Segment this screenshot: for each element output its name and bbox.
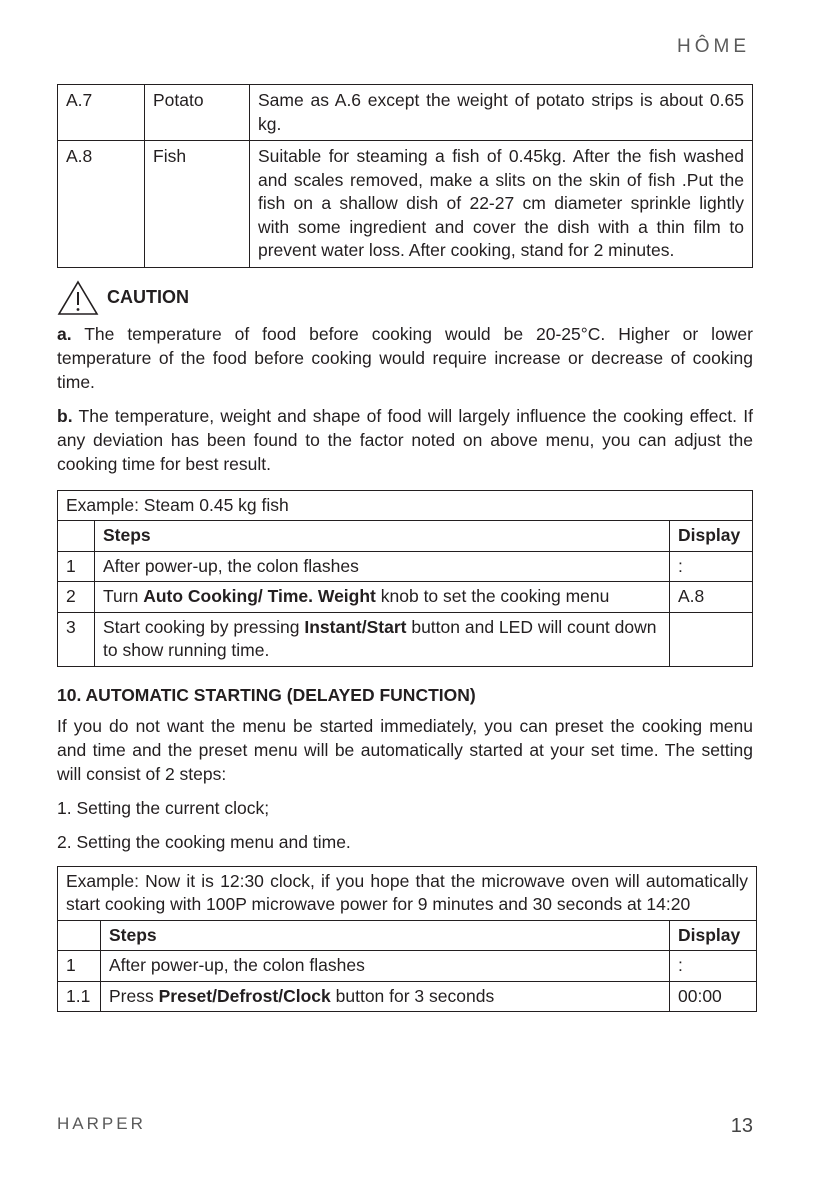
table-row: [58, 981, 757, 1012]
caution-title: CAUTION: [107, 287, 189, 307]
caution-item-a: [57, 322, 753, 394]
table-row: [58, 582, 753, 613]
steps-header: Steps: [95, 521, 670, 552]
step-display: 00:00: [670, 981, 757, 1012]
caution-text: The temperature, weight and shape of food will largely influence the cooking effect. If any deviation has been found to the factor noted on above menu, you can adjust the cooking time for best result.: [57, 405, 753, 474]
caution-heading: [57, 280, 753, 316]
table-row: [58, 141, 753, 268]
table-row: [58, 612, 753, 666]
table-row: [58, 551, 753, 582]
example-caption: Example: Now it is 12:30 clock, if you hope that the microwave oven will automatically start cooking with 100P microwave power for 9 minutes and 30 seconds at 14:20: [58, 866, 757, 920]
step-display: :: [670, 951, 757, 982]
num-header: [58, 920, 101, 951]
page-number: 13: [730, 1115, 753, 1137]
step-display: :: [670, 551, 753, 582]
num-header: [58, 521, 95, 552]
display-header: Display: [670, 920, 757, 951]
program-food: Fish: [145, 141, 250, 268]
warning-icon: [57, 280, 99, 316]
program-code: A.7: [58, 85, 145, 141]
step-number: 3: [58, 612, 95, 666]
home-logo: HÔME: [677, 36, 750, 57]
step-text: Press Preset/Defrost/Clock button for 3 seconds: [101, 981, 670, 1012]
program-food: Potato: [145, 85, 250, 141]
step-text: Turn Auto Cooking/ Time. Weight knob to set the cooking menu: [95, 582, 670, 613]
step-number: 1: [58, 951, 101, 982]
caution-item-b: [57, 404, 753, 476]
caution-label: b.: [57, 405, 73, 426]
step-text: After power-up, the colon flashes: [101, 951, 670, 982]
step-text: After power-up, the colon flashes: [95, 551, 670, 582]
steps-header: Steps: [101, 920, 670, 951]
table-header-row: [58, 521, 753, 552]
step-number: 1.1: [58, 981, 101, 1012]
page-content: [57, 84, 753, 1012]
example-delayed-start-table: [57, 866, 757, 1013]
table-row: [58, 951, 757, 982]
step-number: 2: [58, 582, 95, 613]
caution-label: a.: [57, 323, 72, 344]
display-header: Display: [670, 521, 753, 552]
section-intro: If you do not want the menu be started immediately, you can preset the cooking menu and time and the preset menu will be automatically started at your set time. The setting will consist of 2 steps:: [57, 715, 753, 784]
section-title: 10. AUTOMATIC STARTING (DELAYED FUNCTION): [57, 684, 476, 705]
table-header-row: [58, 920, 757, 951]
brand-logo: HARPER: [57, 1114, 146, 1133]
caution-text: The temperature of food before cooking would be 20-25°C. Higher or lower temperature of the food before cooking would require increase or decrease of cooking time.: [57, 323, 753, 392]
step-display: [670, 612, 753, 666]
example-steam-fish-table: [57, 490, 753, 667]
section-step: 1. Setting the current clock;: [57, 797, 270, 818]
example-caption: Example: Steam 0.45 kg fish: [58, 490, 753, 521]
program-description: Same as A.6 except the weight of potato strips is about 0.65 kg.: [250, 85, 753, 141]
step-number: 1: [58, 551, 95, 582]
step-text: Start cooking by pressing Instant/Start button and LED will count down to show running time.: [95, 612, 670, 666]
program-description: Suitable for steaming a fish of 0.45kg. After the fish washed and scales removed, make a slits on the skin of fish .Put the fish on a shallow dish of 22-27 cm diameter sprinkle lightly with some ingredient and cover the dish with a thin film to prevent water loss. After cooking, stand for 2 minutes.: [250, 141, 753, 268]
program-table: [57, 84, 753, 268]
step-display: A.8: [670, 582, 753, 613]
program-code: A.8: [58, 141, 145, 268]
section-step: 2. Setting the cooking menu and time.: [57, 831, 351, 852]
table-row: [58, 85, 753, 141]
